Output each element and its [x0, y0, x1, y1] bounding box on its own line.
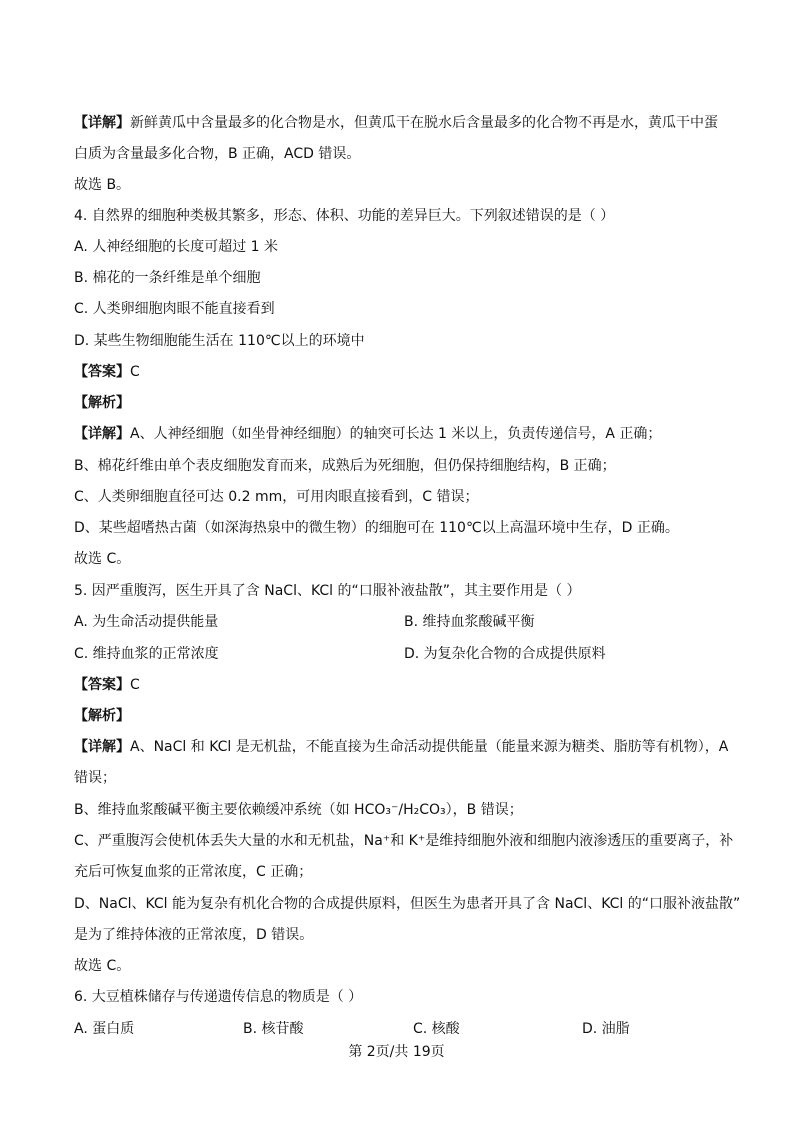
question-5-detail-a-cont: 错误； [74, 770, 116, 786]
question-5-answer: 【答案】C [74, 677, 140, 693]
question-5-option-c: C. 维持血浆的正常浓度 [74, 646, 219, 662]
question-6-option-c: C. 核酸 [413, 1021, 460, 1037]
question-5-detail-d-cont: 是为了维持体液的正常浓度，D 错误。 [74, 927, 314, 943]
page-footer: 第 2页/共 19页 [348, 1044, 445, 1060]
question-4-detail-a: 【详解】A、人神经细胞（如坐骨神经细胞）的轴突可长达 1 米以上，负责传递信号，A 正确； [74, 426, 662, 442]
question-5-detail-b: B、维持血浆酸碱平衡主要依赖缓冲系统（如 HCO₃⁻/H₂CO₃），B 错误； [74, 802, 523, 818]
question-5-analysis-heading: 【解析】 [74, 708, 130, 724]
question-5-option-d: D. 为复杂化合物的合成提供原料 [404, 646, 606, 662]
question-4-analysis-heading: 【解析】 [74, 395, 130, 411]
conclusion-line: 故选 B。 [74, 177, 131, 193]
question-4-option-d: D. 某些生物细胞能生活在 110℃以上的环境中 [74, 333, 365, 349]
question-5-stem: 5. 因严重腹泻，医生开具了含 NaCl、KCl 的“口服补液盐散”，其主要作用是（ ） [74, 583, 581, 599]
question-4-detail-c: C、人类卵细胞直径可达 0.2 mm，可用肉眼直接看到，C 错误； [74, 489, 479, 505]
question-4-conclusion: 故选 C。 [74, 551, 131, 567]
question-5-conclusion: 故选 C。 [74, 958, 131, 974]
question-6-option-d: D. 油脂 [582, 1021, 630, 1037]
question-5-option-a: A. 为生命活动提供能量 [74, 614, 219, 630]
question-6-option-a: A. 蛋白质 [74, 1021, 135, 1037]
question-4-stem: 4. 自然界的细胞种类极其繁多，形态、体积、功能的差异巨大。下列叙述错误的是（ ） [74, 208, 615, 224]
question-4-detail-d: D、某些超嗜热古菌（如深海热泉中的微生物）的细胞可在 110℃以上高温环境中生存，D 正确。 [74, 520, 679, 536]
detail-line: 【详解】新鲜黄瓜中含量最多的化合物是水，但黄瓜干在脱水后含量最多的化合物不再是水，黄瓜干中蛋 [74, 115, 718, 131]
question-4-option-b: B. 棉花的一条纤维是单个细胞 [74, 270, 261, 286]
question-6-stem: 6. 大豆植株储存与传递遗传信息的物质是（ ） [74, 989, 363, 1005]
question-5-option-b: B. 维持血浆酸碱平衡 [404, 614, 535, 630]
question-5-detail-c: C、严重腹泻会使机体丢失大量的水和无机盐，Na⁺和 K⁺是维持细胞外液和细胞内液渗透压的重要离子，补 [74, 833, 734, 849]
question-4-answer: 【答案】C [74, 364, 140, 380]
question-4-detail-b: B、棉花纤维由单个表皮细胞发育而来，成熟后为死细胞，但仍保持细胞结构，B 正确； [74, 458, 616, 474]
question-5-detail-a: 【详解】A、NaCl 和 KCl 是无机盐，不能直接为生命活动提供能量（能量来源为糖类、脂肪等有机物），A [74, 739, 729, 755]
detail-line: 白质为含量最多化合物，B 正确，ACD 错误。 [74, 146, 361, 162]
question-5-detail-c-cont: 充后可恢复血浆的正常浓度，C 正确； [74, 864, 313, 880]
question-6-option-b: B. 核苷酸 [243, 1021, 304, 1037]
question-4-option-c: C. 人类卵细胞肉眼不能直接看到 [74, 301, 275, 317]
question-4-option-a: A. 人神经细胞的长度可超过 1 米 [74, 239, 279, 255]
question-5-detail-d: D、NaCl、KCl 能为复杂有机化合物的合成提供原料，但医生为患者开具了含 NaCl、KCl 的“口服补液盐散” [74, 896, 741, 912]
